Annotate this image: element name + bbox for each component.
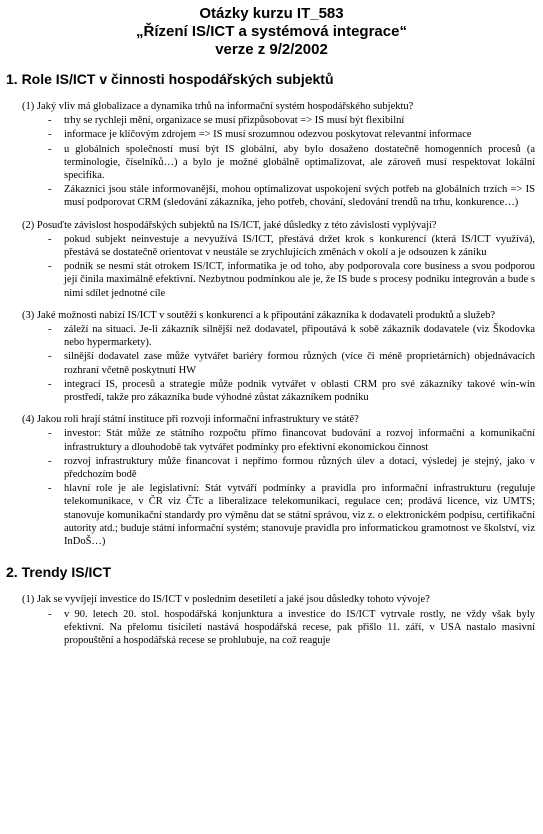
bullet-item: - integrací IS, procesů a strategie může podnik vytvářet v oblasti CRM pro své zákazníky takové win-win prostředí, takže pro zákazníka bude výhodné zůstat zákazníkem podniku xyxy=(64,378,535,404)
answer-list-1-3 xyxy=(0,323,535,404)
bullet-item: - u globálních společností musí být IS globální, aby bylo dosaženo dostatečně homogenních procesů (a terminologie, číselníků…) a bylo je možné globálně optimalizovat, ale zároveň musí respektovat lokální specifika. xyxy=(64,143,535,183)
bullet-item: - pokud subjekt neinvestuje a nevyužívá IS/ICT, přestává držet krok s konkurencí (která IS/ICT využívá), přestává se dostatečně orientovat v neustále se zrychlujících změnách v okolí a je odsouzen k zániku xyxy=(64,233,535,259)
answer-list-1-2 xyxy=(0,233,535,300)
question-1-4: (4) Jakou roli hrají státní instituce při rozvoji informační infrastruktury ve státě? xyxy=(22,414,359,426)
title-line-1: Otázky kurzu IT_583 xyxy=(199,5,344,22)
title-line-2: „Řízení IS/ICT a systémová integrace“ xyxy=(136,23,407,40)
bullet-item: - trhy se rychleji mění, organizace se musí přizpůsobovat => IS musí být flexibilní xyxy=(64,114,535,127)
bullet-item: - informace je klíčovým zdrojem => IS musí srozumnou odezvou poskytovat relevantní informace xyxy=(64,128,535,141)
bullet-item: - rozvoj infrastruktury může financovat i nepřímo formou různých úlev a dotací, výsledej je stejný, jako v předchozím bodě xyxy=(64,455,535,481)
bullet-item: - investor: Stát může ze státního rozpočtu přímo financovat budování a rozvoj informační a komunikační infrastruktury a dlouhodobě tak vytvářet podmínky pro efektivní ekonomickou činnost xyxy=(64,427,535,453)
answer-list-1-4 xyxy=(0,427,535,548)
bullet-item: - podnik se nesmí stát otrokem IS/ICT, informatika je od toho, aby podporovala core business a svou podporou její činila maximálně efektivní. Nezbytnou podmínkou ale je, že IS bude s procesy podniku integrován a bude s nimi sdílet jednotné cíle xyxy=(64,260,535,300)
question-1-3: (3) Jaké možnosti nabízí IS/ICT v soutěži s konkurencí a k připoutání zákazníka k dodavateli produktů a služeb? xyxy=(22,309,496,321)
bullet-item: - v 90. letech 20. stol. hospodářská konjunktura a investice do IS/ICT vytrvale rostly, ne vždy však byly efektivní. Na přelomu tisíciletí nastává hospodářská recese, pak přišlo 11. září, v USA nastalo masivní propouštění a hospodářská recese se prohlubuje, na což reaguje xyxy=(64,608,535,648)
answer-list-2-1 xyxy=(0,608,535,648)
document-title xyxy=(0,5,543,59)
bullet-item: - hlavní role je ale legislativní: Stát vytváří podmínky a pravidla pro informační infrastrukturu (reguluje telekomunikace, v ČR viz ČTc a liberalizace telekomunikací, regulace cen; prodává licence, viz UMTS; stanovuje komunikační standardy pro výměnu dat se státní správou, viz z. o elektronickém podpisu, certifikační autority atd.; buduje státní informační systém; stanovuje pravidla pro informatickou gramotnost ve školství, viz InDoŠ…) xyxy=(64,482,535,548)
bullet-item: - Zákazníci jsou stále informovanější, mohou optimalizovat uspokojení svých potřeb na globálních trzích => IS musí podporovat CRM (sledování zákazníka, jeho potřeb, chování, sledování trendů na trhu, konkurence…) xyxy=(64,183,535,209)
title-line-3: verze z 9/2/2002 xyxy=(215,41,328,58)
section-heading-2: 2. Trendy IS/ICT xyxy=(6,564,112,581)
section-heading-1: 1. Role IS/ICT v činnosti hospodářských subjektů xyxy=(6,71,334,87)
question-2-1: (1) Jak se vyvíjejí investice do IS/ICT v posledním desetiletí a jaké jsou důsledky tohoto vývoje? xyxy=(22,594,430,606)
question-1-2: (2) Posuďte závislost hospodářských subjektů na IS/ICT, jaké důsledky z této závislosti vyplývají? xyxy=(22,219,437,231)
bullet-item: - silnější dodavatel zase může vytvářet bariéry formou různých (více či méně proprietárních) objednávacích rozhraní včetně poskytnutí HW xyxy=(64,350,535,376)
answer-list-1-1 xyxy=(0,114,535,209)
question-1-1: (1) Jaký vliv má globalizace a dynamika trhů na informační systém hospodářského subjektu? xyxy=(22,101,414,112)
bullet-item: - záleží na situaci. Je-li zákazník silnější než dodavatel, připoutává k sobě zákazník dodavatele (viz Škodovka nebo hypermarkety). xyxy=(64,323,535,349)
